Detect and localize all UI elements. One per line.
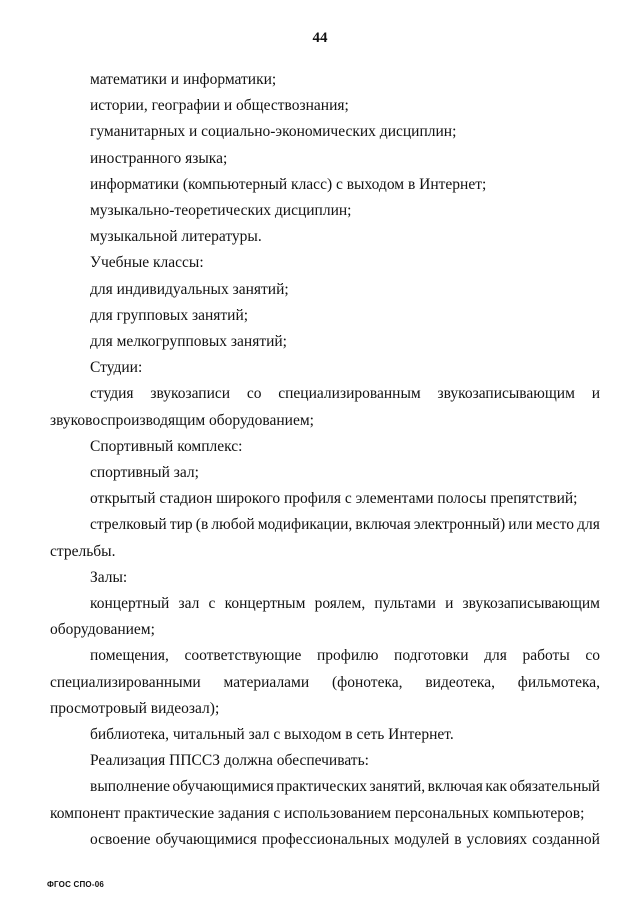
word: (в bbox=[195, 516, 209, 534]
text-line: иностранного языка; bbox=[90, 149, 228, 167]
word: студия bbox=[90, 385, 134, 403]
text-line: компонент практические задания с использованием персональных компьютеров; bbox=[50, 804, 585, 822]
word: включая bbox=[355, 516, 411, 534]
page-number: 44 bbox=[312, 30, 328, 46]
word: в bbox=[454, 830, 462, 848]
word: пультами bbox=[374, 595, 436, 613]
text-line: звуковоспроизводящим оборудованием; bbox=[50, 411, 314, 429]
word: электронный) bbox=[413, 516, 506, 534]
text-line: гуманитарных и социально-экономических дисциплин; bbox=[90, 123, 457, 141]
text-line: истории, географии и обществознания; bbox=[90, 97, 349, 115]
text-line: библиотека, читальный зал с выходом в сеть Интернет. bbox=[90, 726, 454, 744]
word: модулей bbox=[394, 830, 450, 848]
word: занятий, bbox=[369, 778, 426, 796]
text-line: для мелкогрупповых занятий; bbox=[90, 333, 287, 351]
word: видеотека, bbox=[425, 673, 495, 691]
justified-line bbox=[50, 774, 600, 800]
word: специализированным bbox=[278, 385, 421, 403]
text-line: музыкально-теоретических дисциплин; bbox=[90, 202, 352, 220]
text-line: стрельбы. bbox=[50, 542, 116, 560]
word: звукозаписывающим bbox=[462, 595, 600, 613]
word: практических bbox=[276, 778, 368, 796]
text-line: открытый стадион широкого профиля с элементами полосы препятствий; bbox=[90, 490, 578, 508]
section-heading: Реализация ППССЗ должна обеспечивать: bbox=[90, 752, 369, 770]
word: включая bbox=[427, 778, 483, 796]
word: с bbox=[208, 595, 216, 613]
word: звукозаписывающим bbox=[437, 385, 575, 403]
word: и bbox=[591, 385, 600, 403]
word: и bbox=[445, 595, 454, 613]
word: профессиональных bbox=[261, 830, 390, 848]
word: со bbox=[585, 647, 600, 665]
word: обязательный bbox=[509, 778, 600, 796]
section-heading: Учебные классы: bbox=[90, 254, 204, 272]
word: работы bbox=[522, 647, 570, 665]
word: соответствующие bbox=[184, 647, 302, 665]
word: обучающимися bbox=[172, 778, 274, 796]
text-line: информатики (компьютерный класс) с выходом в Интернет; bbox=[90, 175, 487, 193]
word: профилю bbox=[316, 647, 379, 665]
footer-code: ФГОС СПО-06 bbox=[47, 880, 104, 889]
document-body bbox=[50, 67, 600, 853]
word: модификации, bbox=[257, 516, 353, 534]
text-line: математики и информатики; bbox=[90, 71, 277, 88]
word: для bbox=[484, 647, 507, 665]
word: выполнение bbox=[90, 778, 170, 796]
word: концертный bbox=[90, 595, 170, 613]
word: или bbox=[508, 516, 533, 534]
word: обучающимися bbox=[155, 830, 257, 848]
word: тир bbox=[169, 516, 193, 534]
justified-line bbox=[50, 591, 600, 617]
justified-line bbox=[50, 670, 600, 696]
word: звукозаписи bbox=[150, 385, 231, 403]
justified-line bbox=[50, 643, 600, 669]
word: материалами bbox=[223, 673, 310, 691]
text-line: просмотровый видеозал); bbox=[50, 699, 220, 717]
word: условиях bbox=[466, 830, 528, 848]
word: (фонотека, bbox=[332, 673, 403, 691]
justified-line bbox=[50, 381, 600, 407]
word: любой bbox=[211, 516, 255, 534]
word: подготовки bbox=[394, 647, 469, 665]
word: фильмотека, bbox=[517, 673, 600, 691]
text-line: для индивидуальных занятий; bbox=[90, 280, 289, 298]
text-line: музыкальной литературы. bbox=[90, 228, 262, 246]
section-heading: Спортивный комплекс: bbox=[90, 437, 243, 455]
word: как bbox=[485, 778, 508, 796]
text-line: для групповых занятий; bbox=[90, 306, 249, 324]
justified-line bbox=[50, 512, 600, 538]
word: помещения, bbox=[90, 647, 169, 665]
word: для bbox=[577, 516, 600, 534]
word: место bbox=[535, 516, 574, 534]
word: концертным bbox=[224, 595, 306, 613]
word: со bbox=[246, 385, 262, 403]
word: роялем, bbox=[314, 595, 366, 613]
text-line: оборудованием; bbox=[50, 621, 155, 639]
justified-line bbox=[50, 827, 600, 853]
text-line: спортивный зал; bbox=[90, 464, 199, 482]
word: зал bbox=[178, 595, 200, 613]
word: специализированными bbox=[50, 673, 201, 691]
section-heading: Залы: bbox=[90, 568, 128, 586]
section-heading: Студии: bbox=[90, 359, 143, 377]
word: освоение bbox=[90, 830, 151, 848]
word: стрелковый bbox=[90, 516, 167, 534]
word: созданной bbox=[532, 830, 600, 848]
